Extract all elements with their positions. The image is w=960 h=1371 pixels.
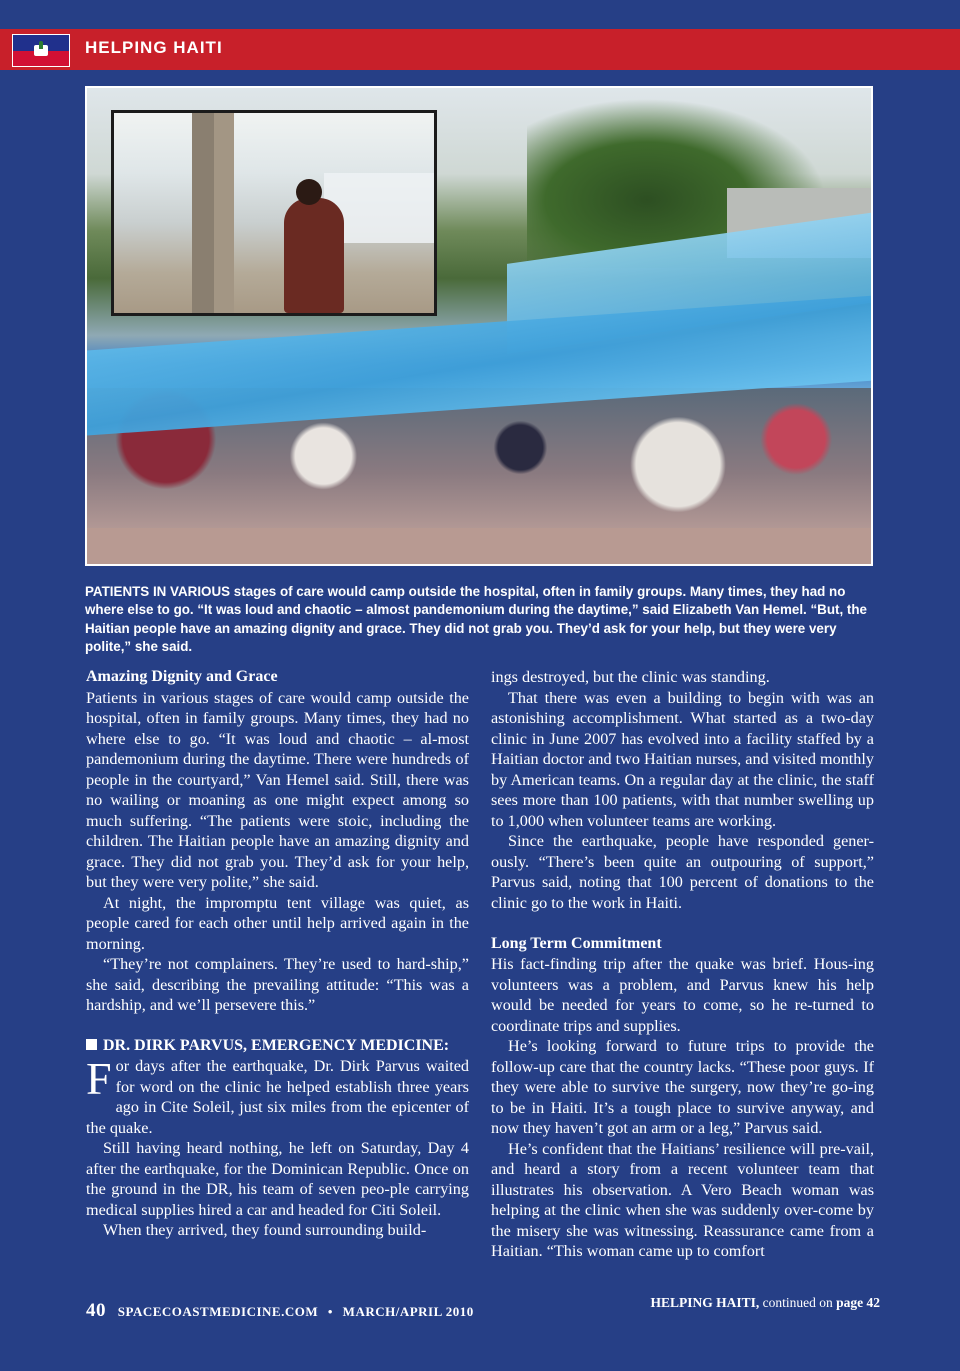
haiti-flag-icon (12, 34, 70, 67)
paragraph: “They’re not complainers. They’re used to hard-ship,” she said, describing the prevailing attitude: “This was a hardship, and we’ll persevere this.” (86, 955, 469, 1014)
paragraph: He’s confident that the Haitians’ resilience will pre-vail, and heard a story from a recent volunteer team that illustrates his observation. A Vero Beach woman was helping at the clinic when she was suddenly over-come by the misery she was witnessing. Reassurance came from a Haitian. “This woman came up to comfort (491, 1139, 874, 1260)
issue-date: MARCH/APRIL 2010 (342, 1304, 474, 1319)
site-name: SPACECOASTMEDICINE.COM (117, 1304, 319, 1319)
article-column-right (491, 667, 874, 1262)
paragraph: Still having heard nothing, he left on Saturday, Day 4 after the earthquake, for the Dominican Republic. Once on the ground in the DR, his team of seven peo-ple carrying medical supplies hired a car and headed for Citi Soleil. (86, 1139, 469, 1219)
page-number: 40 (86, 1300, 106, 1321)
continued-note (650, 1295, 880, 1311)
paragraph: Since the earthquake, people have responded gener-ously. “There’s been quite an outpouring of support,” Parvus said, noting that 100 percent of donations to the clinic go to the work in Haiti. (491, 832, 874, 912)
paragraph: Patients in various stages of care would camp outside the hospital, often in family groups. Many times, they had no where else to go. “It was loud and chaotic – al-most pandemonium during the daytime. There were hundreds of people in the courtyard,” Van Hemel said. Still, there was no wailing or moaning as one might expect among so much suffering. “The patients were stoic, including the children. The Haitian people have an amazing dignity and grace. They did not grab you. They’d ask for your help, but they were very polite,” she said. (86, 688, 469, 891)
article-column-left (86, 667, 469, 1241)
paragraph: His fact-finding trip after the quake was brief. Hous-ing volunteers was a problem, and Parvus knew his help would be needed for years to come, so he re-turned to coordinate trips and supplies. (491, 955, 874, 1035)
section-title: HELPING HAITI (85, 38, 223, 57)
section-heading-parvus: DR. DIRK PARVUS, EMERGENCY MEDICINE: (86, 1036, 469, 1057)
paragraph: When they arrived, they found surrounding build- (103, 1221, 427, 1239)
paragraph: ings destroyed, but the clinic was standing. (491, 668, 770, 686)
paragraph: At night, the impromptu tent village was quiet, as people cared for each other until help arrived again in the morning. (86, 893, 469, 953)
continued-text: continued on (762, 1295, 833, 1310)
square-bullet-icon (86, 1039, 97, 1050)
inset-photo (111, 110, 437, 316)
continued-label: HELPING HAITI, (650, 1295, 760, 1310)
tent-camp-photo (85, 86, 873, 566)
paragraph: He’s looking forward to future trips to provide the follow-up care that the country lacks. “These poor guys. If they were able to survive the surgery, now they’re go-ing to be in Haiti. It’s a tough place to survive anyway, and now they haven’t got an arm or a leg,” Parvus said. (491, 1037, 874, 1137)
drop-cap: F (86, 1053, 112, 1104)
top-strip (0, 0, 960, 28)
subheading-commitment: Long Term Commitment (491, 934, 662, 952)
paragraph-dropcap: For days after the earthquake, Dr. Dirk Parvus waited for word on the clinic he helped establish three years ago in Cite Soleil, just six miles from the epicenter of the quake. (86, 1053, 469, 1137)
subheading-dignity: Amazing Dignity and Grace (86, 668, 278, 685)
page-footer (86, 1300, 474, 1322)
paragraph: That there was even a building to begin with was an astonishing accomplishment. What started as a two-day clinic in June 2007 has evolved into a facility staffed by a Haitian doctor and two Haitian nurses, and visited monthly by American teams. On a regular day at the clinic, the staff sees more than 100 patients, with that number swelling up to 1,000 when volunteer teams are working. (491, 688, 874, 830)
separator-dot: • (327, 1304, 333, 1319)
photo-caption: PATIENTS IN VARIOUS stages of care would camp outside the hospital, often in family groups. Many times, they had no where else to go. “It was loud and chaotic – almost pandemonium during the daytime,” said Elizabeth Van Hemel. “But, the Haitian people have an amazing dignity and grace. They did not grab you. They’d ask for your help, but they were very polite,” she said. (85, 584, 868, 654)
continued-page: page 42 (836, 1295, 880, 1310)
